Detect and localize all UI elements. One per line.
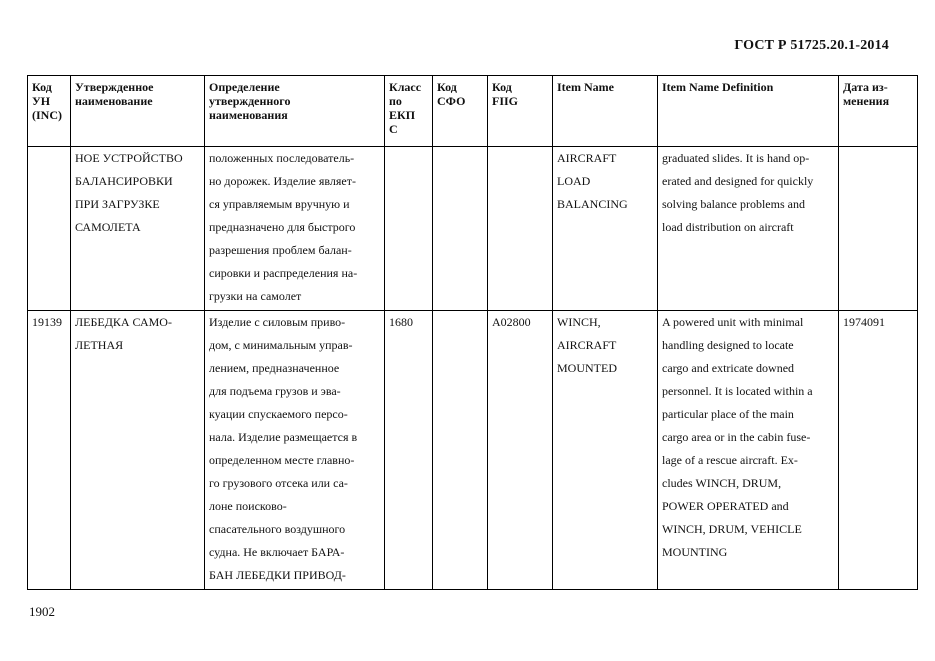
cell-line: graduated slides. It is hand op-	[662, 151, 810, 165]
table-header-row	[28, 76, 918, 147]
cell-line: WINCH, DRUM, VEHICLE	[662, 522, 802, 536]
table-row	[28, 147, 918, 311]
header-col-item-name	[553, 76, 658, 147]
cell-col-definition	[205, 311, 385, 590]
cell-line: LOAD	[557, 174, 591, 188]
cell-col-definition	[205, 147, 385, 311]
header-col-fiig	[488, 76, 553, 147]
cell-line: solving balance problems and	[662, 197, 805, 211]
cell-line: particular place of the main	[662, 407, 794, 421]
cell-value: 19139	[32, 315, 62, 329]
header-line: Код	[492, 80, 512, 94]
cell-line: нала. Изделие размещается в	[209, 430, 358, 444]
cell-line: ЛЕБЕДКА САМО-	[75, 315, 172, 329]
cell-line: БАН ЛЕБЕДКИ ПРИВОД-	[209, 568, 346, 582]
header-line: FIIG	[492, 94, 519, 108]
cell-value: 1974091	[843, 315, 885, 329]
cell-line: определенном месте главно-	[209, 453, 355, 467]
header-col-approved-name	[71, 76, 205, 147]
cell-line: БАЛАНСИРОВКИ	[75, 174, 173, 188]
cell-col-class	[385, 147, 433, 311]
cell-line: handling designed to locate	[662, 338, 794, 352]
header-line: по	[389, 94, 402, 108]
header-line: менения	[843, 94, 890, 108]
cell-line: load distribution on aircraft	[662, 220, 794, 234]
cell-line: лоне поисково-	[209, 499, 287, 513]
cell-col-approved-name	[71, 311, 205, 590]
header-line: Определение	[209, 80, 280, 94]
cell-col-code-inc	[28, 311, 71, 590]
cell-line: cludes WINCH, DRUM,	[662, 476, 782, 490]
cell-line: лением, предназначенное	[209, 361, 340, 375]
cell-line: cargo and extricate downed	[662, 361, 795, 375]
cell-line: но дорожек. Изделие являет-	[209, 174, 356, 188]
cell-line: куации спускаемого персо-	[209, 407, 348, 421]
catalog-table	[27, 75, 918, 590]
cell-line: грузки на самолет	[209, 289, 302, 303]
header-line: С	[389, 122, 398, 136]
cell-col-fiig	[488, 147, 553, 311]
cell-value: A02800	[492, 315, 531, 329]
cell-line: personnel. It is located within a	[662, 384, 813, 398]
cell-line: спасательного воздушного	[209, 522, 346, 536]
cell-col-approved-name	[71, 147, 205, 311]
cell-line: erated and designed for quickly	[662, 174, 814, 188]
header-line: (INC)	[32, 108, 62, 122]
header-line: наименования	[209, 108, 288, 122]
header-line: СФО	[437, 94, 466, 108]
cell-line: AIRCRAFT	[557, 338, 617, 352]
header-line: УН	[32, 94, 51, 108]
cell-line: сировки и распределения на-	[209, 266, 358, 280]
header-line: ЕКП	[389, 108, 416, 122]
header-col-code-inc	[28, 76, 71, 147]
cell-col-item-name	[553, 311, 658, 590]
cell-line: положенных последователь-	[209, 151, 355, 165]
header-line: Утвержденное	[75, 80, 154, 94]
page-number: 1902	[29, 604, 55, 619]
header-line: Код	[32, 80, 52, 94]
cell-line: для подъема грузов и эва-	[209, 384, 341, 398]
header-line: Код	[437, 80, 457, 94]
cell-line: разрешения проблем балан-	[209, 243, 352, 257]
cell-col-date	[839, 311, 918, 590]
cell-col-item-name	[553, 147, 658, 311]
cell-line: AIRCRAFT	[557, 151, 617, 165]
header-line: Item Name Definition	[662, 80, 774, 94]
cell-line: ЛЕТНАЯ	[75, 338, 124, 352]
document-standard-title: ГОСТ Р 51725.20.1-2014	[734, 38, 889, 53]
cell-col-sfo	[433, 147, 488, 311]
cell-line: ся управляемым вручную и	[209, 197, 350, 211]
header-line: Класс	[389, 80, 422, 94]
cell-line: MOUNTING	[662, 545, 728, 559]
cell-line: lage of a rescue aircraft. Ex-	[662, 453, 798, 467]
header-col-definition	[205, 76, 385, 147]
header-line: наименование	[75, 94, 153, 108]
cell-line: го грузового отсека или са-	[209, 476, 348, 490]
header-line: утвержденного	[209, 94, 291, 108]
cell-col-date	[839, 147, 918, 311]
cell-col-code-inc	[28, 147, 71, 311]
cell-line: MOUNTED	[557, 361, 617, 375]
cell-line: WINCH,	[557, 315, 601, 329]
cell-line: дом, с минимальным управ-	[209, 338, 353, 352]
cell-line: A powered unit with minimal	[662, 315, 804, 329]
header-line: Дата из-	[843, 80, 888, 94]
cell-col-item-def	[658, 147, 839, 311]
cell-line: BALANCING	[557, 197, 628, 211]
cell-col-sfo	[433, 311, 488, 590]
cell-col-fiig	[488, 311, 553, 590]
cell-line: предназначено для быстрого	[209, 220, 356, 234]
cell-col-class	[385, 311, 433, 590]
cell-col-item-def	[658, 311, 839, 590]
cell-line: Изделие с силовым приво-	[209, 315, 346, 329]
cell-line: cargo area or in the cabin fuse-	[662, 430, 811, 444]
header-col-date	[839, 76, 918, 147]
header-col-sfo	[433, 76, 488, 147]
header-col-class	[385, 76, 433, 147]
cell-line: НОЕ УСТРОЙСТВО	[75, 151, 183, 165]
header-line: Item Name	[557, 80, 614, 94]
cell-line: ПРИ ЗАГРУЗКЕ	[75, 197, 160, 211]
cell-line: судна. Не включает БАРА-	[209, 545, 345, 559]
cell-value: 1680	[389, 315, 413, 329]
header-col-item-def	[658, 76, 839, 147]
cell-line: САМОЛЕТА	[75, 220, 141, 234]
cell-line: POWER OPERATED and	[662, 499, 789, 513]
table-row	[28, 311, 918, 590]
